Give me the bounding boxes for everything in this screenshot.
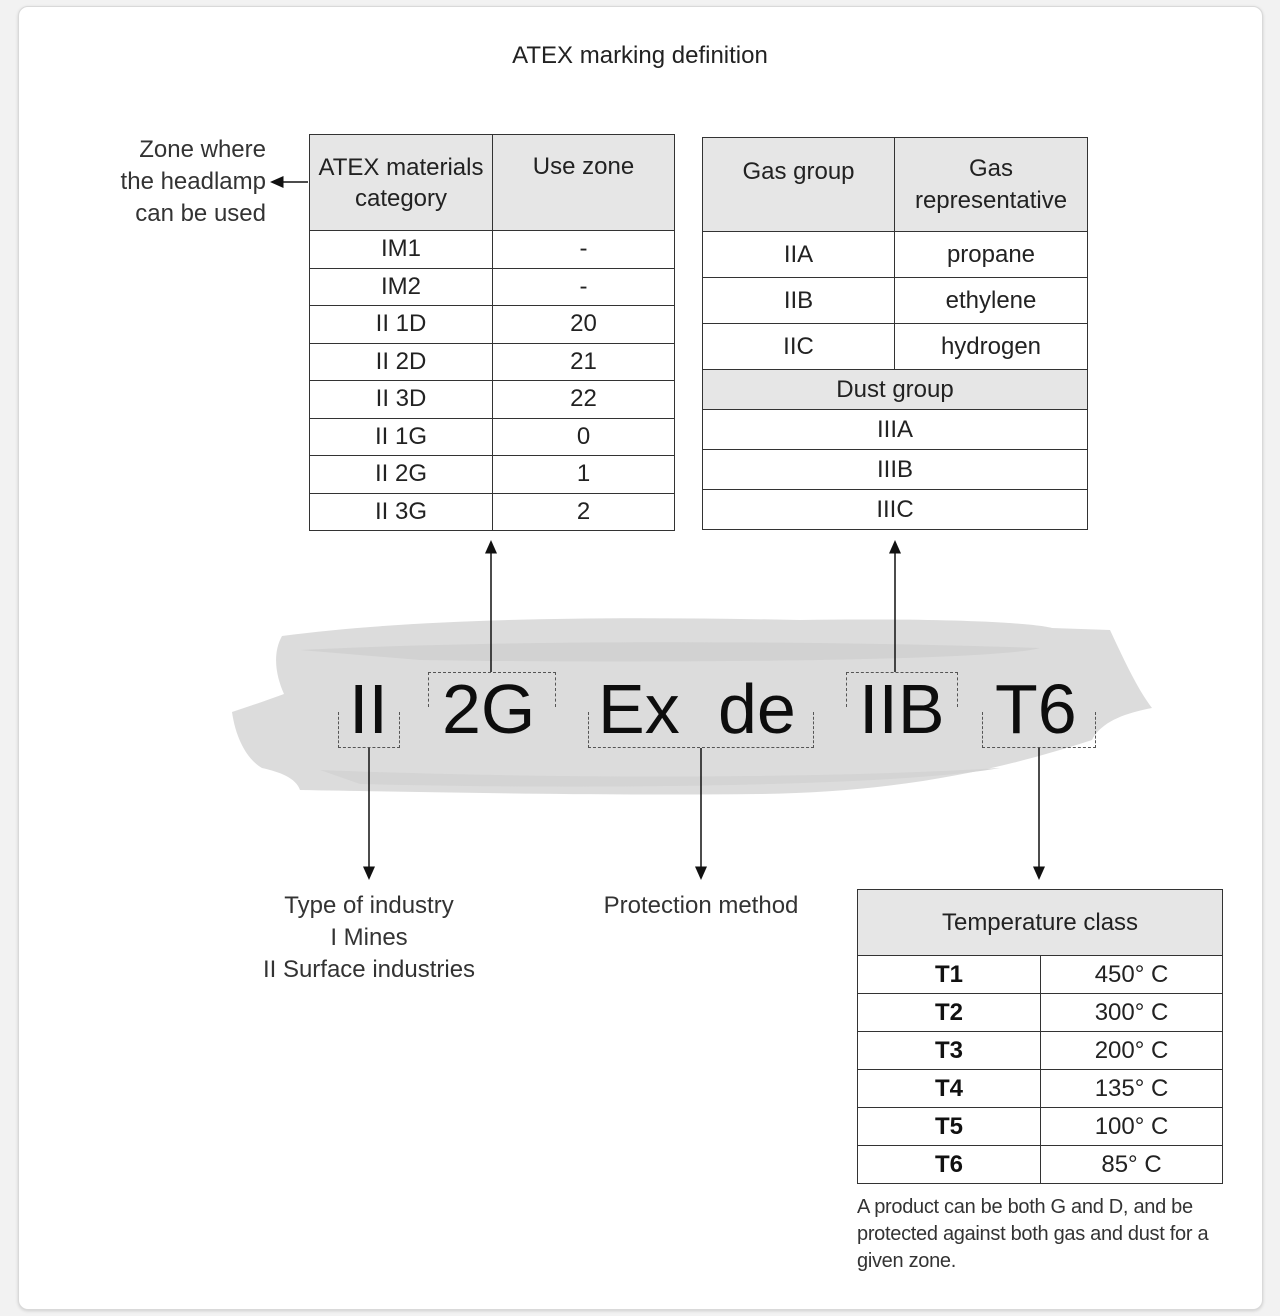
temperature-cell: T5	[858, 1108, 1041, 1146]
temperature-row	[858, 956, 1223, 994]
category-cell: 22	[493, 381, 675, 419]
industry-note-line-3: II Surface industries	[262, 956, 476, 983]
use-zone-header: Use zone	[493, 135, 675, 231]
temperature-row	[858, 1108, 1223, 1146]
diagram-title: ATEX marking definition	[512, 42, 768, 69]
temperature-cell: 300° C	[1041, 994, 1223, 1032]
marking-category: 2G	[442, 670, 536, 748]
marking-industry: II	[349, 670, 388, 748]
category-cell: 21	[493, 343, 675, 381]
industry-note	[239, 890, 499, 986]
gas-representative-header: Gas representative	[895, 138, 1088, 232]
dust-cell: IIIB	[703, 450, 1088, 490]
category-cell: 1	[493, 456, 675, 494]
temperature-cell: 450° C	[1041, 956, 1223, 994]
marking-gas-group: IIB	[859, 670, 945, 748]
category-cell: -	[493, 231, 675, 269]
temperature-cell: 135° C	[1041, 1070, 1223, 1108]
gas-cell: ethylene	[895, 278, 1088, 324]
temperature-row	[858, 994, 1223, 1032]
temperature-cell: T6	[858, 1146, 1041, 1184]
temperature-cell: 100° C	[1041, 1108, 1223, 1146]
category-cell: II 2D	[310, 343, 493, 381]
dust-group-header: Dust group	[703, 370, 1088, 410]
temperature-table	[857, 889, 1223, 1184]
gas-group-header: Gas group	[703, 138, 895, 232]
temperature-class-header: Temperature class	[858, 890, 1223, 956]
industry-note-line-2: I Mines	[330, 924, 408, 951]
temperature-cell: T4	[858, 1070, 1041, 1108]
category-cell: II 2G	[310, 456, 493, 494]
category-cell: II 1G	[310, 418, 493, 456]
temperature-row	[858, 1146, 1223, 1184]
zone-note-line-2: the headlamp	[120, 168, 266, 195]
dust-cell: IIIA	[703, 410, 1088, 450]
industry-note-line-1: Type of industry	[284, 892, 454, 919]
gas-cell: IIC	[703, 324, 895, 370]
dust-cell: IIIC	[703, 490, 1088, 530]
temperature-row	[858, 1070, 1223, 1108]
zone-note-line-1: Zone where	[139, 136, 266, 163]
gas-cell: hydrogen	[895, 324, 1088, 370]
protection-note: Protection method	[603, 892, 799, 919]
category-cell: II 3D	[310, 381, 493, 419]
category-cell: IM1	[310, 231, 493, 269]
gas-cell: IIA	[703, 232, 895, 278]
category-cell: IM2	[310, 268, 493, 306]
marking-temp-class: T6	[995, 670, 1077, 748]
footnote: A product can be both G and D, and be protected against both gas and dust for a given zone.	[857, 1196, 1209, 1272]
temperature-row	[858, 1032, 1223, 1070]
temperature-cell: T1	[858, 956, 1041, 994]
temperature-cell: 200° C	[1041, 1032, 1223, 1070]
category-cell: -	[493, 268, 675, 306]
category-cell: 0	[493, 418, 675, 456]
temperature-cell: T3	[858, 1032, 1041, 1070]
marking-method: de	[718, 670, 796, 748]
temperature-cell: T2	[858, 994, 1041, 1032]
zone-note-line-3: can be used	[135, 200, 266, 227]
gas-cell: propane	[895, 232, 1088, 278]
category-header: ATEX materials category	[310, 135, 493, 231]
category-cell: 2	[493, 493, 675, 531]
marking-ex: Ex	[598, 670, 680, 748]
category-cell: II 3G	[310, 493, 493, 531]
temperature-cell: 85° C	[1041, 1146, 1223, 1184]
gas-cell: IIB	[703, 278, 895, 324]
category-cell: II 1D	[310, 306, 493, 344]
category-cell: 20	[493, 306, 675, 344]
